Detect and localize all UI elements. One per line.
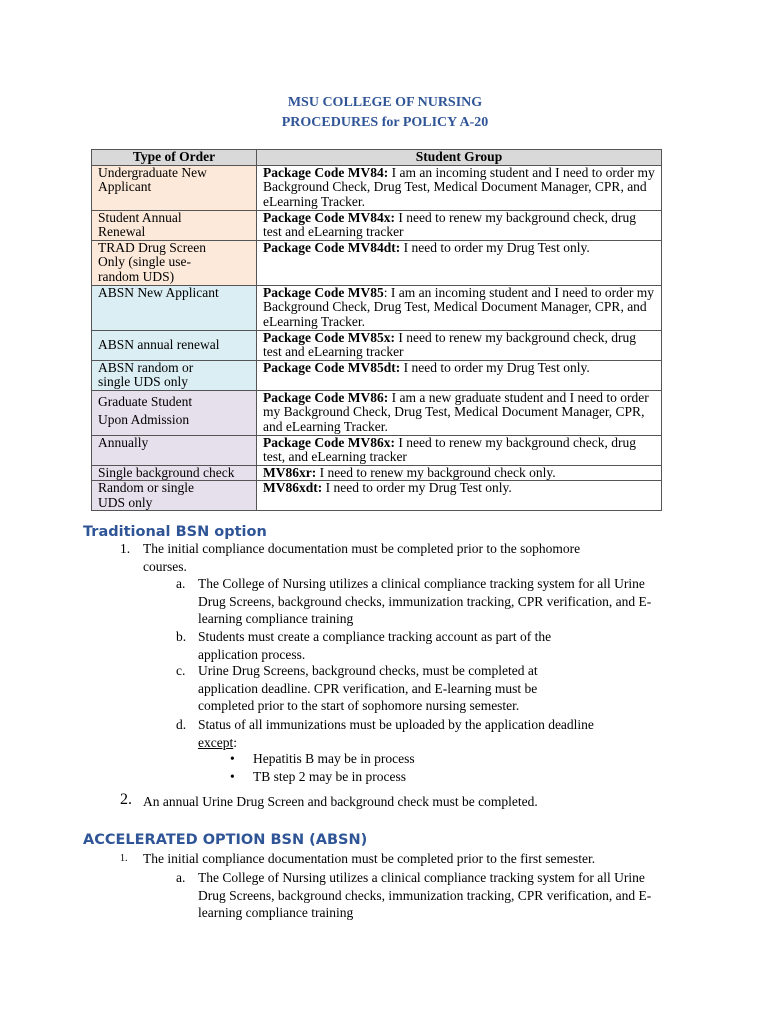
order-type-cell: Undergraduate New Applicant [92,165,257,210]
list-number: 1. [120,541,131,556]
student-group-cell: Package Code MV86x: I need to renew my background check, drug test, and eLearning tracker [257,435,662,465]
student-group-cell: Package Code MV84: I am an incoming student and I need to order my Background Check, Drug Test, Medical Document Manager, CPR, and eLearning Tracker. [257,165,662,210]
list-letter: b. [176,629,187,644]
order-type-cell: Student Annual Renewal [92,210,257,240]
order-type-cell: ABSN New Applicant [92,285,257,330]
col-header-group: Student Group [257,150,662,166]
order-type-cell: ABSN random or single UDS only [92,360,257,390]
table-row [92,240,662,285]
list-item: The initial compliance documentation must be completed prior to the first semester. [143,851,596,866]
table-row [92,435,662,465]
order-type-cell: Graduate Student Upon Admission [92,390,257,435]
section-heading-accelerated: ACCELERATED OPTION BSN (ABSN) [83,832,368,848]
list-item: Urine Drug Screens, background checks, must be completed at application deadline. CPR verification, and E-learning must be completed prior to the start of sophomore nursing semester. [198,663,538,713]
list-item: An annual Urine Drug Screen and background check must be completed. [143,794,538,809]
order-type-cell: Single background check [92,465,257,481]
order-type-cell: Annually [92,435,257,465]
list-number: 1. [120,853,128,864]
bullet: • [230,769,235,784]
underlined-text: except [198,734,234,750]
list-item: Hepatitis B may be in process [253,751,415,766]
order-type-cell: Random or single UDS only [92,481,257,511]
list-item: Status of all immunizations must be uploaded by the application deadline except: [198,717,594,750]
order-table [91,149,662,511]
list-letter: a. [176,870,186,885]
table-row [92,210,662,240]
table-row [92,165,662,210]
student-group-cell: Package Code MV85dt: I need to order my Drug Test only. [257,360,662,390]
document-subtitle: PROCEDURES for POLICY A-20 [281,115,489,130]
order-type-cell: TRAD Drug Screen Only (single use-random UDS) [92,240,257,285]
list-item: The College of Nursing utilizes a clinical compliance tracking system for all Urine Drug Screens, background checks, immunization tracking, CPR verification, and E-learning compliance training [198,870,652,920]
list-number: 2. [120,791,132,808]
section-heading-traditional: Traditional BSN option [83,524,267,540]
list-item: The College of Nursing utilizes a clinical compliance tracking system for all Urine Drug Screens, background checks, immunization tracking, CPR verification, and E-learning compliance training [198,576,652,626]
student-group-cell: MV86xdt: I need to order my Drug Test only. [257,481,662,511]
student-group-cell: Package Code MV85: I am an incoming student and I need to order my Background Check, Drug Test, Medical Document Manager, CPR, and eLearning Tracker. [257,285,662,330]
table-header-row [92,150,662,166]
table-row [92,390,662,435]
list-letter: d. [176,717,187,732]
list-letter: c. [176,663,186,678]
document-title: MSU COLLEGE OF NURSING [287,95,483,110]
table-row [92,285,662,330]
table-row [92,465,662,481]
list-item: Students must create a compliance tracking account as part of the application process. [198,629,552,662]
table-row [92,481,662,511]
student-group-cell: Package Code MV84x: I need to renew my background check, drug test and eLearning tracker [257,210,662,240]
table-row [92,330,662,360]
col-header-type: Type of Order [92,150,257,166]
student-group-cell: Package Code MV86: I am a new graduate student and I need to order my Background Check, Drug Test, Medical Document Manager, CPR, and eLearning Tracker. [257,390,662,435]
student-group-cell: Package Code MV85x: I need to renew my background check, drug test and eLearning tracker [257,330,662,360]
bullet: • [230,751,235,766]
table-row [92,360,662,390]
list-item: The initial compliance documentation must be completed prior to the sophomore courses. [143,541,581,574]
list-item: TB step 2 may be in process [253,769,406,784]
student-group-cell: Package Code MV84dt: I need to order my Drug Test only. [257,240,662,285]
order-type-cell: ABSN annual renewal [92,330,257,360]
student-group-cell: MV86xr: I need to renew my background check only. [257,465,662,481]
list-letter: a. [176,576,186,591]
